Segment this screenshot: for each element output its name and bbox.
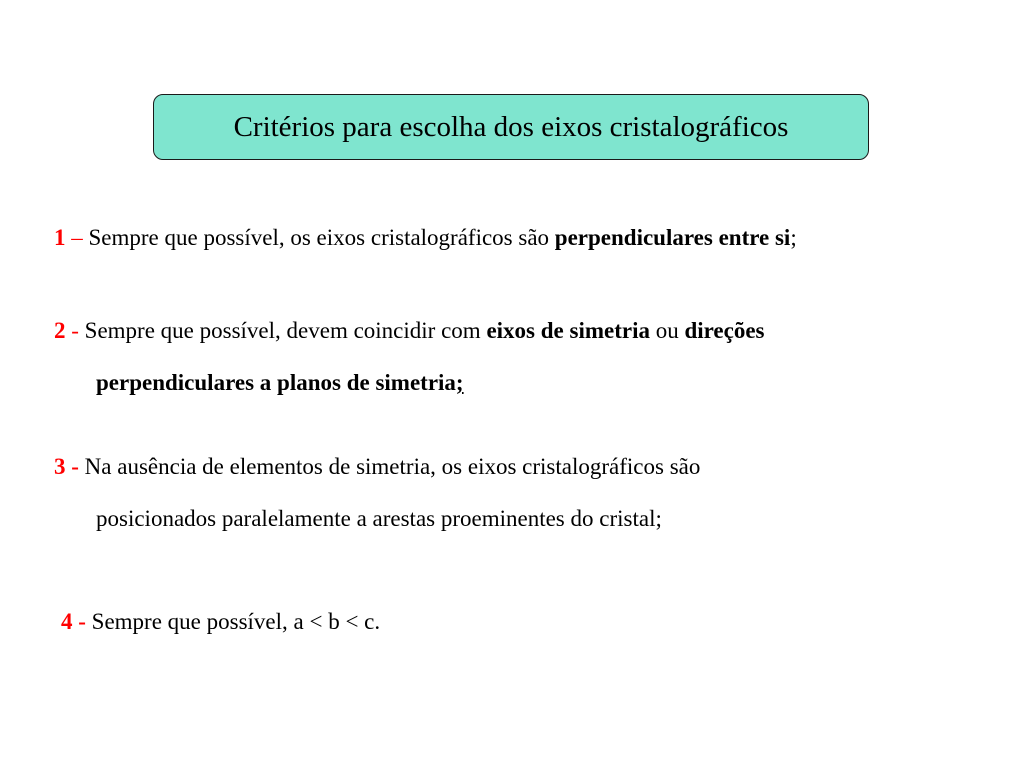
criterion-3 [54, 441, 700, 545]
criterion-3-number: 3 [54, 454, 66, 479]
criterion-3-separator: - [65, 454, 79, 479]
criterion-1-end: ; [790, 225, 797, 250]
criterion-2-text: Sempre que possível, devem coincidir com [78, 318, 487, 343]
criterion-2 [54, 305, 765, 409]
criterion-1-separator: – [65, 225, 83, 250]
criterion-2-end: ; [455, 370, 464, 395]
criterion-2-number: 2 [54, 318, 66, 343]
criterion-4-number: 4 [61, 609, 73, 634]
criterion-4 [61, 596, 380, 648]
page-title: Critérios para escolha dos eixos cristalográficos [233, 110, 789, 143]
criterion-1-number: 1 [54, 225, 66, 250]
criterion-2-mid: ou [649, 318, 685, 343]
criterion-2-line-2 [54, 357, 765, 409]
criterion-4-text: Sempre que possível, a < b < c. [85, 609, 381, 634]
criterion-2-line-2-bold: perpendiculares a planos de simetria [96, 370, 456, 395]
criterion-3-text: Na ausência de elementos de simetria, os eixos cristalográficos são [78, 454, 701, 479]
criterion-2-bold-1: eixos de simetria [486, 318, 650, 343]
criterion-3-line-2: posicionados paralelamente a arestas proeminentes do cristal; [96, 506, 662, 531]
criterion-2-bold-2: direções [684, 318, 765, 343]
criterion-4-separator: - [72, 609, 86, 634]
criterion-1-bold: perpendiculares entre si [554, 225, 791, 250]
criterion-2-separator: - [65, 318, 79, 343]
title-box [153, 94, 869, 160]
criterion-1 [54, 212, 797, 264]
criterion-1-text: Sempre que possível, os eixos cristalográficos são [82, 225, 555, 250]
